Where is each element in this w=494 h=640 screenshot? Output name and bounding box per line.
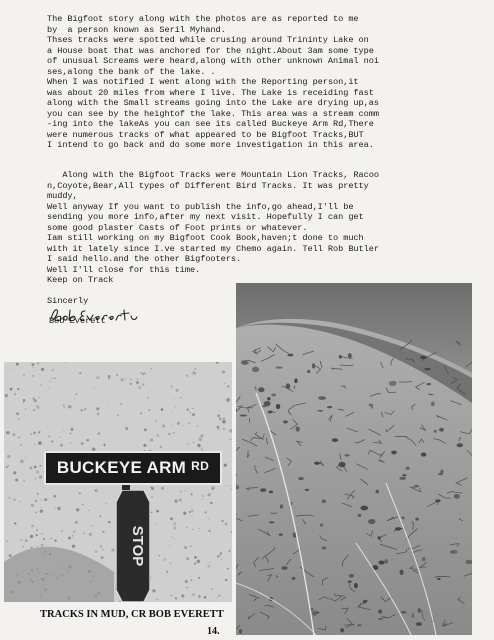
photo-caption: TRACKS IN MUD, CR BOB EVERETT bbox=[40, 609, 224, 620]
letter-line: muddy, bbox=[47, 191, 78, 201]
letter-line: Iam still working on my Bigfoot Cook Book,haven;t done to much bbox=[47, 233, 364, 243]
letter-line: Thses tracks were spotted while crusing around Trininty Lake on bbox=[47, 35, 369, 45]
letter-line: I intend to go back and do some more investigation in this area. bbox=[47, 140, 374, 150]
letter-line: When I was notified I went along with the Reporting person,it bbox=[47, 77, 359, 87]
photo-mud-tracks bbox=[236, 283, 472, 635]
letter-line: some good plaster Casts of Foot prints or whatever. bbox=[47, 222, 308, 233]
letter-line: were numerous tracks of what appeared to be Bigfoot Tracks,BUT bbox=[47, 129, 364, 140]
letter-paragraph-1 bbox=[47, 14, 477, 151]
letter-line: The Bigfoot story along with the photos are as reported to me bbox=[47, 14, 359, 24]
letter-line: Along with the Bigfoot Tracks were Mountain Lion Tracks, Racoo bbox=[47, 170, 379, 180]
letter-line: with it lately since I.ve started my Chemo again. Tell Rob Butler bbox=[47, 243, 379, 254]
stop-sign-text: STOP bbox=[129, 525, 146, 567]
letter-line: Well anyway If you want to publish the info,go ahead,I'll be bbox=[47, 201, 354, 212]
buckeye-arm-road-sign bbox=[44, 451, 222, 485]
letter-line: was about 20 miles from where I live. The Lake is receiding fast bbox=[47, 87, 374, 98]
sign-text: BUCKEYE ARM bbox=[56, 458, 187, 477]
stop-sign bbox=[116, 490, 150, 602]
photo-road-sign bbox=[4, 362, 232, 602]
letter-paragraph-2 bbox=[47, 170, 477, 286]
letter-line: by a person known as Seril Myhand. bbox=[47, 24, 226, 35]
letter-line: sending you more info,after my next visit. Hopefully I can get bbox=[47, 212, 364, 222]
letter-line: I said hello.and the other Bigfooters. bbox=[47, 254, 242, 264]
letter-line: Keep on Track bbox=[47, 275, 114, 285]
letter-line: you can see by the heightof the lake. This area was a stream comm bbox=[47, 108, 379, 119]
sign-suffix: RD bbox=[191, 459, 210, 473]
signer-name: Bob Everett bbox=[49, 316, 106, 326]
letter-line: -ing into the lakeAs you can see its called Buckeye Arm Rd,There bbox=[47, 119, 374, 129]
closing-block bbox=[47, 296, 88, 307]
closing-word: Sincerly bbox=[47, 296, 89, 306]
letter-line: Well I'll close for this time. bbox=[47, 264, 201, 275]
letter-line: ses,along the bank of the lake. . bbox=[47, 66, 216, 77]
letter-line: n,Coyote,Bear,All types of Different Bird Tracks. It was pretty bbox=[47, 180, 369, 191]
letter-line: along with the Small streams going into the Lake are drying up,as bbox=[47, 98, 379, 108]
letter-line: a House boat that was anchored for the night.About 3am some type bbox=[47, 45, 374, 56]
letter-line: of unusual Screams were heard,along with other unknown Animal noi bbox=[47, 56, 379, 66]
page-number: 14. bbox=[207, 626, 220, 637]
